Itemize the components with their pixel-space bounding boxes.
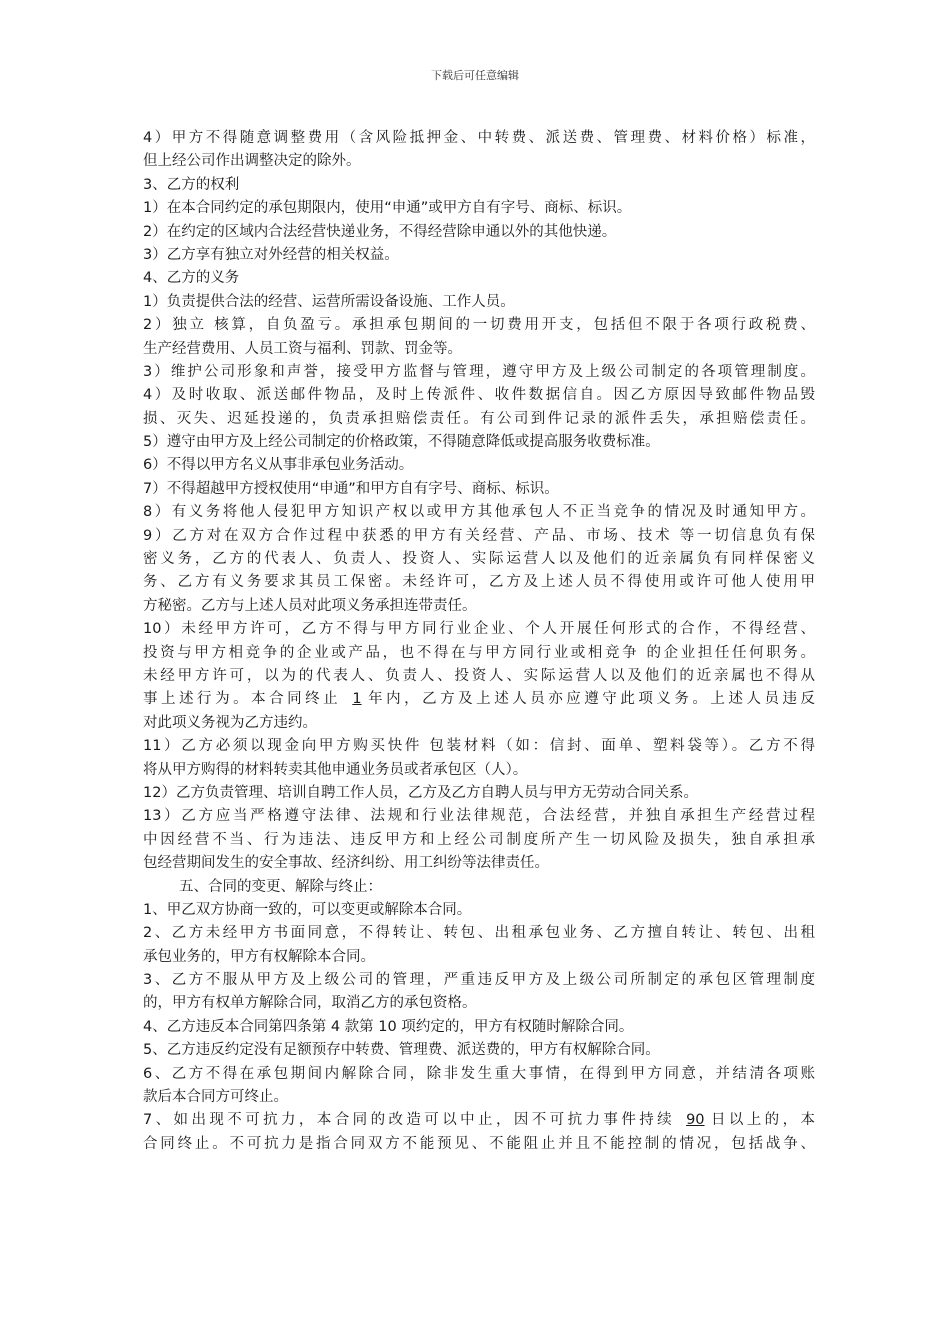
- text-line: 9）乙方对在双方合作过程中获悉的甲方有关经营、产品、市场、技术 等一切信息负有保: [143, 527, 815, 544]
- section-heading: 4、乙方的义务: [143, 270, 240, 287]
- text-line: 损、灭失、迟延投递的，负责承担赔偿责任。有公司到件记录的派件丢失，承担赔偿责任。: [143, 410, 815, 427]
- text-line: 投资与甲方相竞争的企业或产品，也不得在与甲方同行业或相竞争 的企业担任任何职务。: [143, 644, 815, 661]
- text-line: 11）乙方必须以现金向甲方购买快件 包装材料（如：信封、面单、塑料袋等）。乙方不得: [143, 738, 815, 755]
- term-years-value: 1: [352, 691, 362, 708]
- text-line: 5）遵守由甲方及上经公司制定的价格政策，不得随意降低或提高服务收费标准。: [143, 434, 660, 451]
- contract-body: [143, 127, 815, 1156]
- text-line: 8）有义务将他人侵犯甲方知识产权以或甲方其他承包人不正当竞争的情况及时通知甲方。: [143, 504, 815, 521]
- text-line: 但上经公司作出调整决定的除外。: [143, 153, 361, 170]
- text-line: 1、甲乙双方协商一致的，可以变更或解除本合同。: [143, 901, 472, 918]
- text-line: 3）维护公司形象和声誉，接受甲方监督与管理，遵守甲方及上级公司制定的各项管理制度。: [143, 363, 815, 380]
- text-line: 承包业务的，甲方有权解除本合同。: [143, 948, 375, 965]
- text-line: 4）甲方不得随意调整费用（含风险抵押金、中转费、派送费、管理费、材料价格）标准，: [143, 130, 815, 146]
- chapter-heading: 五、合同的变更、解除与终止：: [179, 878, 382, 895]
- text-line-with-blank: [143, 688, 815, 711]
- text-line-with-blank: [143, 1109, 815, 1132]
- text-line: 对此项义务视为乙方违约。: [143, 714, 317, 731]
- blank-suffix: 日以上的，本: [707, 1112, 815, 1129]
- text-line: 合同终止。不可抗力是指合同双方不能预见、不能阻止并且不能控制的情况，包括战争、: [143, 1135, 815, 1152]
- text-line: 7）不得超越甲方授权使用“申通”和甲方自有字号、商标、标识。: [143, 480, 559, 497]
- text-line: 款后本合同方可终止。: [143, 1089, 288, 1106]
- text-line: 未经甲方许可，以为的代表人、负责人、投资人、实际运营人以及他们的近亲属也不得从: [143, 667, 815, 684]
- text-line: 密义务，乙方的代表人、负责人、投资人、实际运营人以及他们的近亲属负有同样保密义: [143, 551, 815, 568]
- text-line: 1）负责提供合法的经营、运营所需设备设施、工作人员。: [143, 293, 515, 310]
- text-line: 6、乙方不得在承包期间内解除合同，除非发生重大事情，在得到甲方同意，并结清各项账: [143, 1065, 815, 1082]
- text-line: 生产经营费用、人员工资与福利、罚款、罚金等。: [143, 340, 462, 357]
- force-majeure-days-value: 90: [686, 1112, 705, 1129]
- text-line: 的，甲方有权单方解除合同，取消乙方的承包资格。: [143, 995, 477, 1012]
- text-line: 中因经营不当、行为违法、违反甲方和上经公司制度所产生一切风险及损失，独自承担承: [143, 831, 815, 848]
- text-line: 5、乙方违反约定没有足额预存中转费、管理费、派送费的，甲方有权解除合同。: [143, 1042, 660, 1059]
- text-line: 2）在约定的区域内合法经营快递业务，不得经营除申通以外的其他快递。: [143, 223, 617, 240]
- text-line: 2、乙方未经甲方书面同意，不得转让、转包、出租承包业务、乙方擅自转让、转包、出租: [143, 925, 815, 942]
- text-line: 3）乙方享有独立对外经营的相关权益。: [143, 246, 399, 263]
- text-line: 务、乙方有义务要求其员工保密。未经许可，乙方及上述人员不得使用或许可他人使用甲: [143, 574, 815, 591]
- text-line: 2）独立 核算，自负盈亏。承担承包期间的一切费用开支，包括但不限于各项行政税费、: [143, 317, 815, 334]
- text-line: 4）及时收取、派送邮件物品，及时上传派件、收件数据信自。因乙方原因导致邮件物品毁: [143, 387, 815, 404]
- text-line: 将从甲方购得的材料转卖其他申通业务员或者承包区（人）。: [143, 761, 528, 778]
- text-line: 10）未经甲方许可，乙方不得与甲方同行业企业、个人开展任何形式的合作，不得经营、: [143, 621, 815, 638]
- text-line: 包经营期间发生的安全事故、经济纠纷、用工纠纷等法律责任。: [143, 855, 549, 872]
- section-heading: 3、乙方的权利: [143, 176, 240, 193]
- page-header: 下载后可任意编辑: [431, 69, 519, 82]
- text-line: 1）在本合同约定的承包期限内，使用“申通”或甲方自有字号、商标、标识。: [143, 200, 632, 217]
- blank-prefix: 7、如出现不可抗力，本合同的改造可以中止，因不可抗力事件持续: [143, 1112, 684, 1129]
- text-line: 4、乙方违反本合同第四条第 4 款第 10 项约定的，甲方有权随时解除合同。: [143, 1018, 634, 1035]
- text-line: 6）不得以甲方名义从事非承包业务活动。: [143, 457, 414, 474]
- blank-prefix: 事上述行为。本合同终止: [143, 691, 350, 708]
- text-line: 方秘密。乙方与上述人员对此项义务承担连带责任。: [143, 597, 477, 614]
- blank-suffix: 年内，乙方及上述人员亦应遵守此项义务。上述人员违反: [364, 691, 816, 708]
- text-line: 3、乙方不服从甲方及上级公司的管理，严重违反甲方及上级公司所制定的承包区管理制度: [143, 972, 815, 989]
- text-line: 12）乙方负责管理、培训自聘工作人员，乙方及乙方自聘人员与甲方无劳动合同关系。: [143, 784, 698, 801]
- text-line: 13）乙方应当严格遵守法律、法规和行业法律规范，合法经营，并独自承担生产经营过程: [143, 808, 815, 825]
